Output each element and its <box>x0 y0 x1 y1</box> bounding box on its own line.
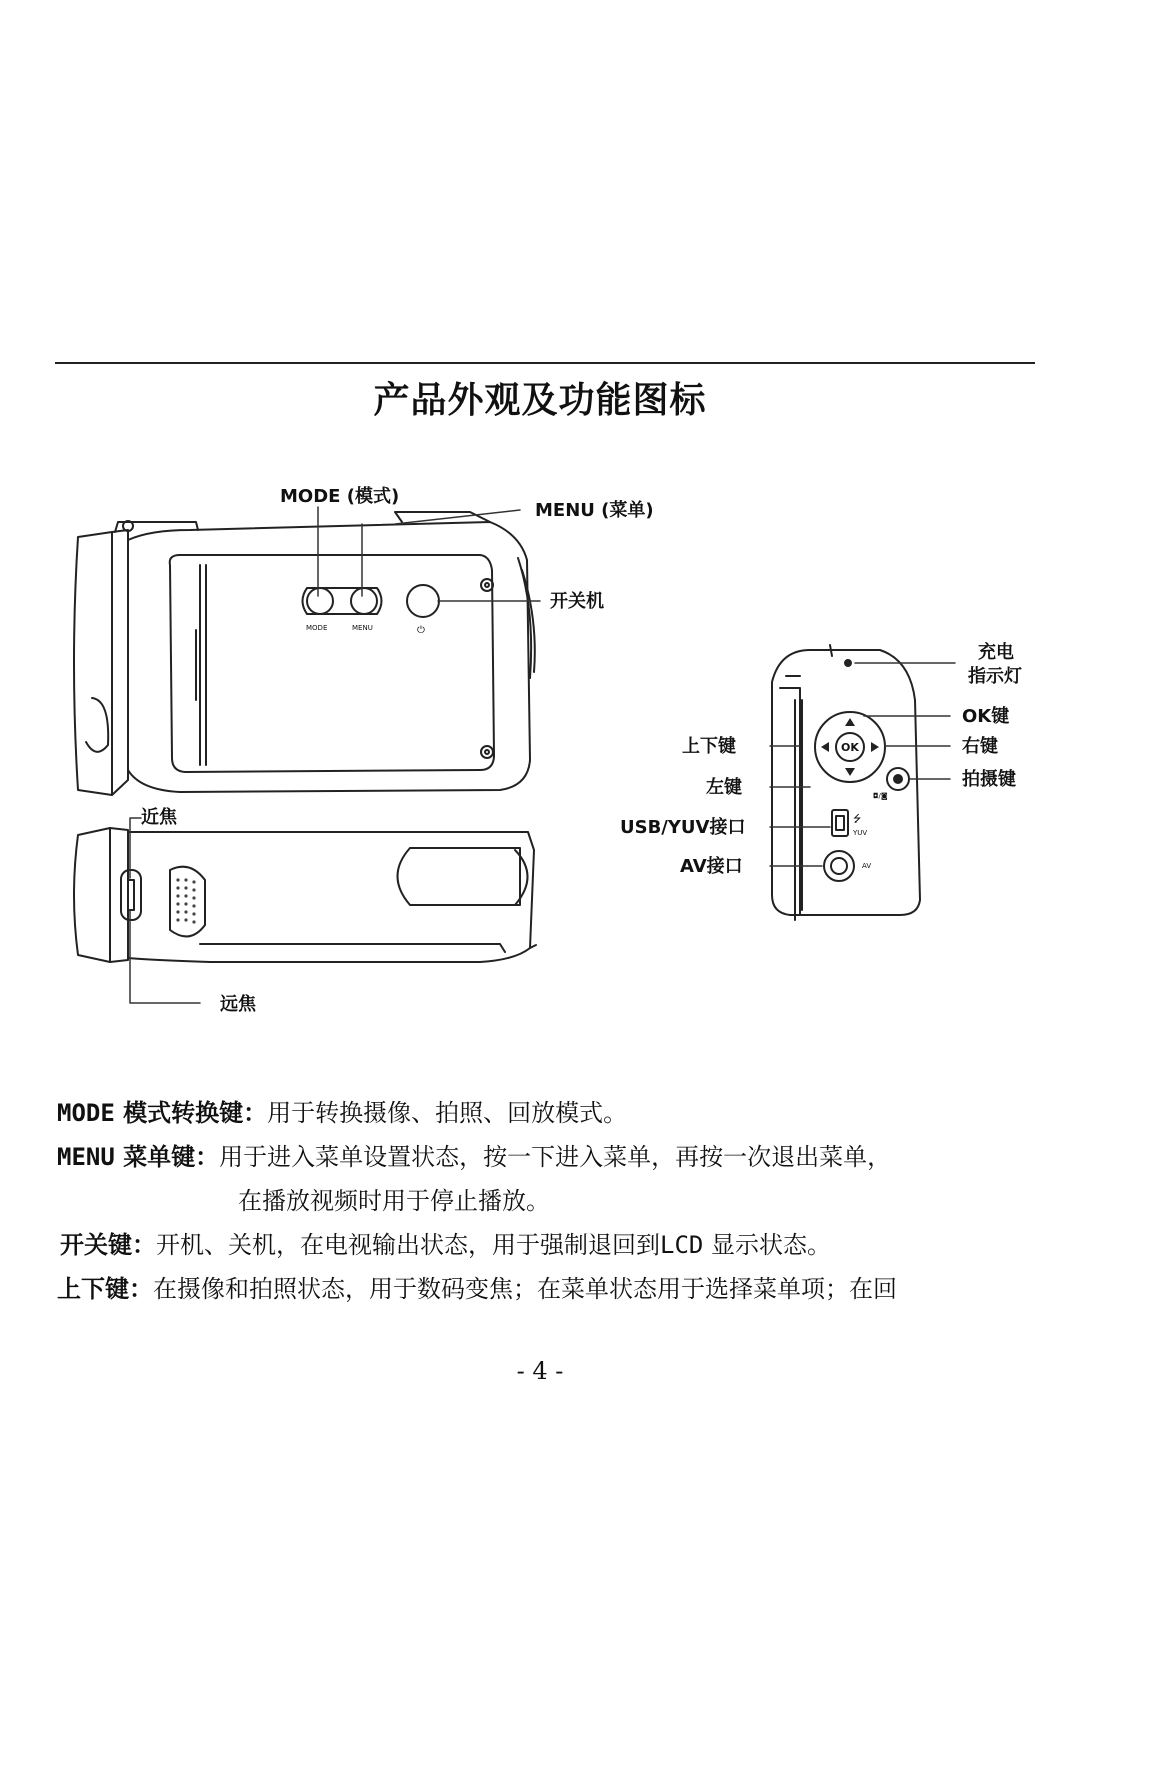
desc-menu-prefix: MENU <box>57 1143 115 1171</box>
callout-right: 右键 <box>962 736 998 757</box>
callout-usb: USB/YUV接口 <box>620 817 746 838</box>
callout-charge-line2: 指示灯 <box>968 666 1022 687</box>
camcorder-bottom-view <box>74 828 536 962</box>
camcorder-side-view <box>74 512 535 795</box>
printed-yuv: YUV <box>853 829 868 837</box>
page-number: - 4 - <box>516 1357 564 1385</box>
desc-power <box>60 1230 831 1260</box>
callout-menu: MENU (菜单) <box>535 500 654 521</box>
usb-icon: ⭍ <box>853 814 862 825</box>
callout-near: 近焦 <box>141 807 177 828</box>
desc-power-lcd: LCD <box>660 1231 704 1259</box>
desc-up-down-term: 上下键： <box>57 1275 153 1303</box>
top-rule <box>55 362 1035 364</box>
printed-mode: MODE <box>306 624 328 632</box>
camera-video-icon: ◘/◙ <box>873 792 888 800</box>
desc-menu-continuation: 在播放视频时用于停止播放。 <box>238 1187 550 1215</box>
printed-av: AV <box>862 862 872 870</box>
desc-menu-text: 用于进入菜单设置状态，按一下进入菜单，再按一次退出菜单， <box>219 1143 892 1171</box>
desc-menu <box>57 1142 891 1172</box>
desc-power-term: 开关键： <box>60 1231 156 1259</box>
camcorder-end-view <box>772 645 920 920</box>
callout-ok: OK键 <box>962 706 1010 727</box>
callout-charge-line1: 充电 <box>978 642 1014 663</box>
desc-mode-prefix: MODE <box>57 1099 115 1127</box>
callout-power: 开关机 <box>550 591 604 612</box>
desc-up-down-text: 在摄像和拍照状态，用于数码变焦；在菜单状态用于选择菜单项；在回 <box>153 1275 897 1303</box>
power-icon: ⏻ <box>417 625 425 636</box>
desc-power-text: 开机、关机，在电视输出状态，用于强制退回到 <box>156 1231 660 1259</box>
desc-power-text-after: 显示状态。 <box>703 1231 831 1259</box>
desc-menu-term: 菜单键： <box>114 1143 220 1171</box>
printed-ok: OK <box>841 741 859 754</box>
callout-far: 远焦 <box>220 994 256 1015</box>
callout-mode: MODE (模式) <box>280 486 400 507</box>
desc-mode-term: 模式转换键： <box>114 1099 268 1127</box>
callout-left: 左键 <box>706 777 742 798</box>
desc-up-down <box>57 1274 897 1304</box>
desc-mode-text: 用于转换摄像、拍照、回放模式。 <box>267 1099 628 1127</box>
callout-av: AV接口 <box>680 856 743 877</box>
callout-up-down: 上下键 <box>682 736 736 757</box>
page-title: 产品外观及功能图标 <box>373 380 707 421</box>
desc-mode <box>57 1098 627 1128</box>
product-illustration <box>0 470 1155 1030</box>
printed-menu: MENU <box>352 624 373 632</box>
callout-shutter: 拍摄键 <box>962 769 1016 790</box>
